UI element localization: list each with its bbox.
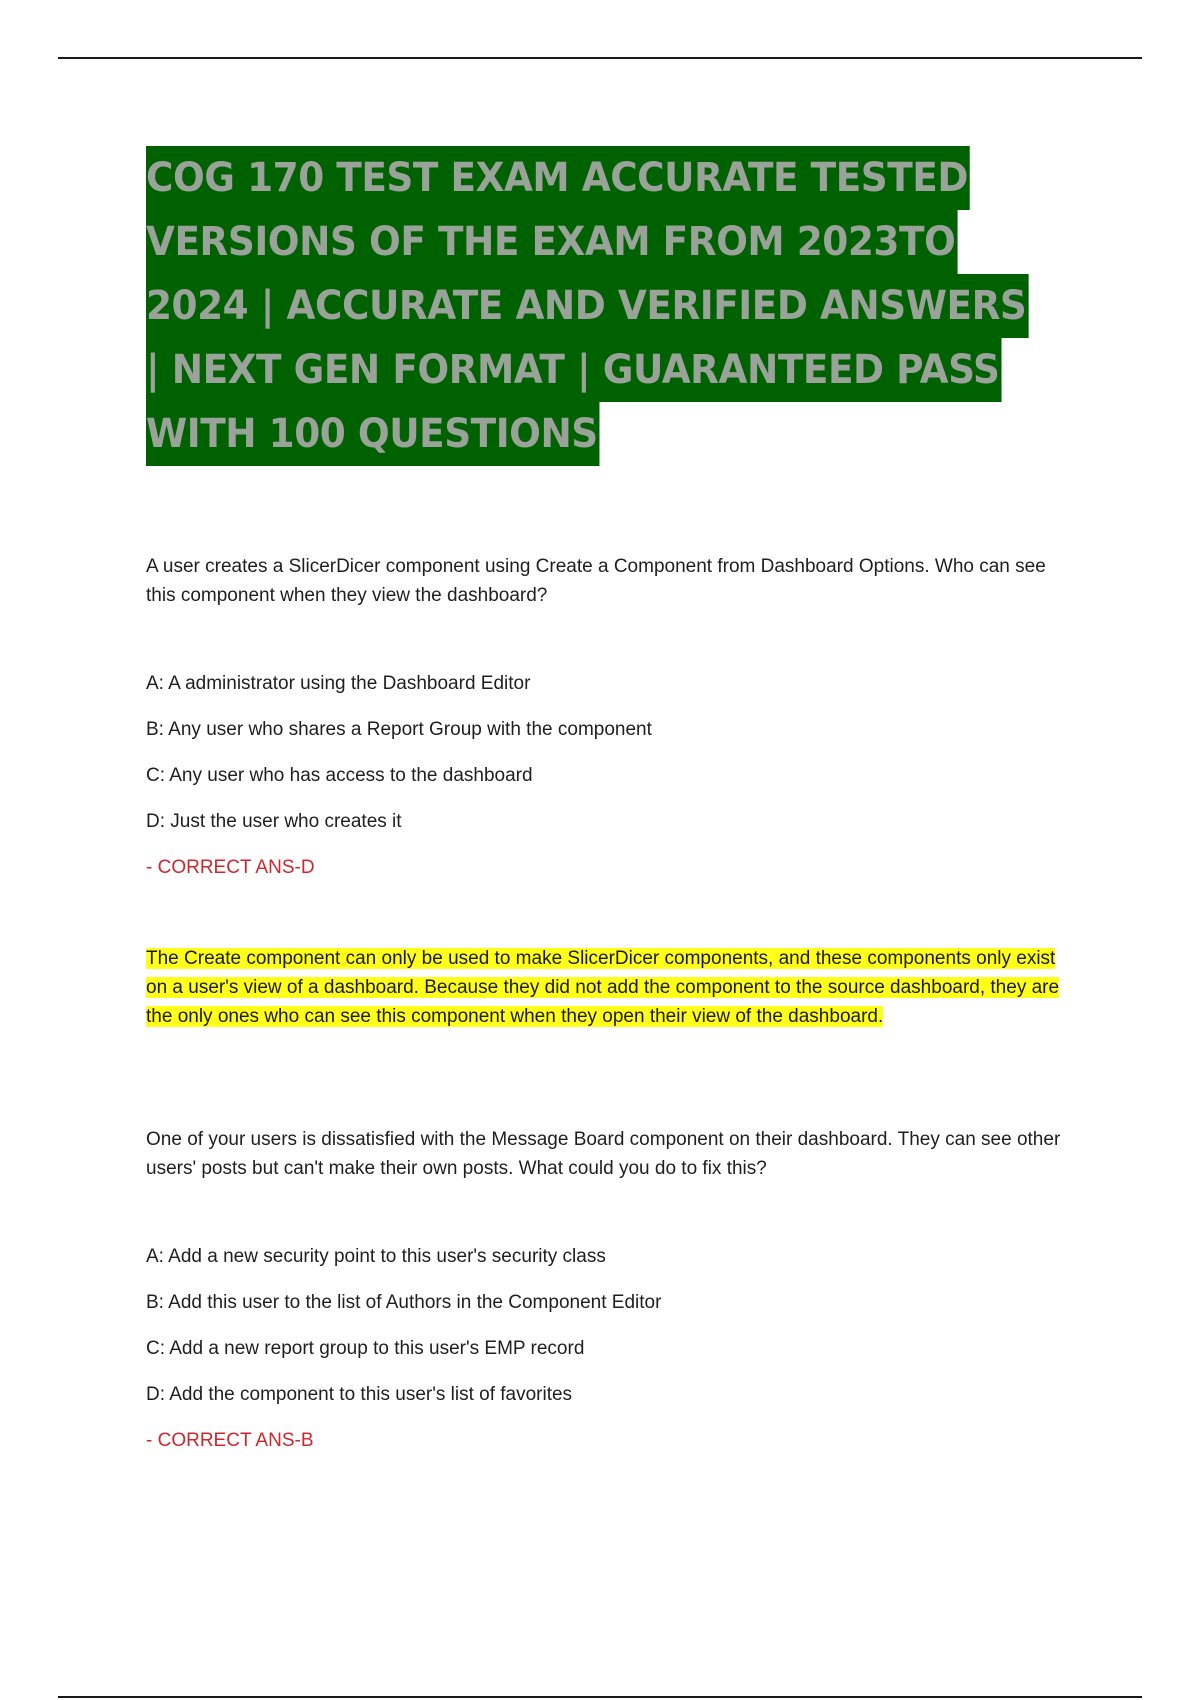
option-d: D: Add the component to this user's list of favorites	[146, 1384, 573, 1405]
option-c: C: Add a new report group to this user's EMP record	[146, 1338, 585, 1359]
answer-options	[146, 1242, 1076, 1426]
option-d: D: Just the user who creates it	[146, 811, 402, 832]
question-text: One of your users is dissatisfied with the Message Board component on their dashboard. They can see other users' posts but can't make their own posts. What could you do to fix this?	[146, 1129, 1061, 1179]
title-line: | NEXT GEN FORMAT | GUARANTEED PASS	[146, 338, 1001, 402]
question-2	[146, 1125, 1076, 1455]
bottom-rule	[58, 1696, 1142, 1698]
title-line: 2024 | ACCURATE AND VERIFIED ANSWERS	[146, 274, 1028, 338]
correct-answer: - CORRECT ANS-D	[146, 857, 315, 878]
correct-answer: - CORRECT ANS-B	[146, 1430, 314, 1451]
option-b: B: Add this user to the list of Authors in the Component Editor	[146, 1292, 662, 1313]
option-a: A: A administrator using the Dashboard Editor	[146, 673, 531, 694]
option-a: A: Add a new security point to this user's security class	[146, 1246, 606, 1267]
top-rule	[58, 57, 1142, 59]
option-c: C: Any user who has access to the dashboard	[146, 765, 533, 786]
highlighted-explanation-text: The Create component can only be used to make SlicerDicer components, and these components only exist on a user's view of a dashboard. Because they did not add the component to the source dashboard, they are the only ones who can see this component when they open their view of the dashboard.	[146, 948, 1060, 1027]
answer-explanation	[146, 944, 1076, 1031]
question-text: A user creates a SlicerDicer component using Create a Component from Dashboard Options. Who can see this component when they view the dashboard?	[146, 556, 1046, 606]
title-line: COG 170 TEST EXAM ACCURATE TESTED	[146, 146, 970, 210]
option-b: B: Any user who shares a Report Group with the component	[146, 719, 652, 740]
answer-options	[146, 669, 1076, 853]
question-1	[146, 552, 1076, 882]
title-line: WITH 100 QUESTIONS	[146, 402, 600, 466]
title-line: VERSIONS OF THE EXAM FROM 2023TO	[146, 210, 957, 274]
document-title	[146, 146, 1086, 466]
